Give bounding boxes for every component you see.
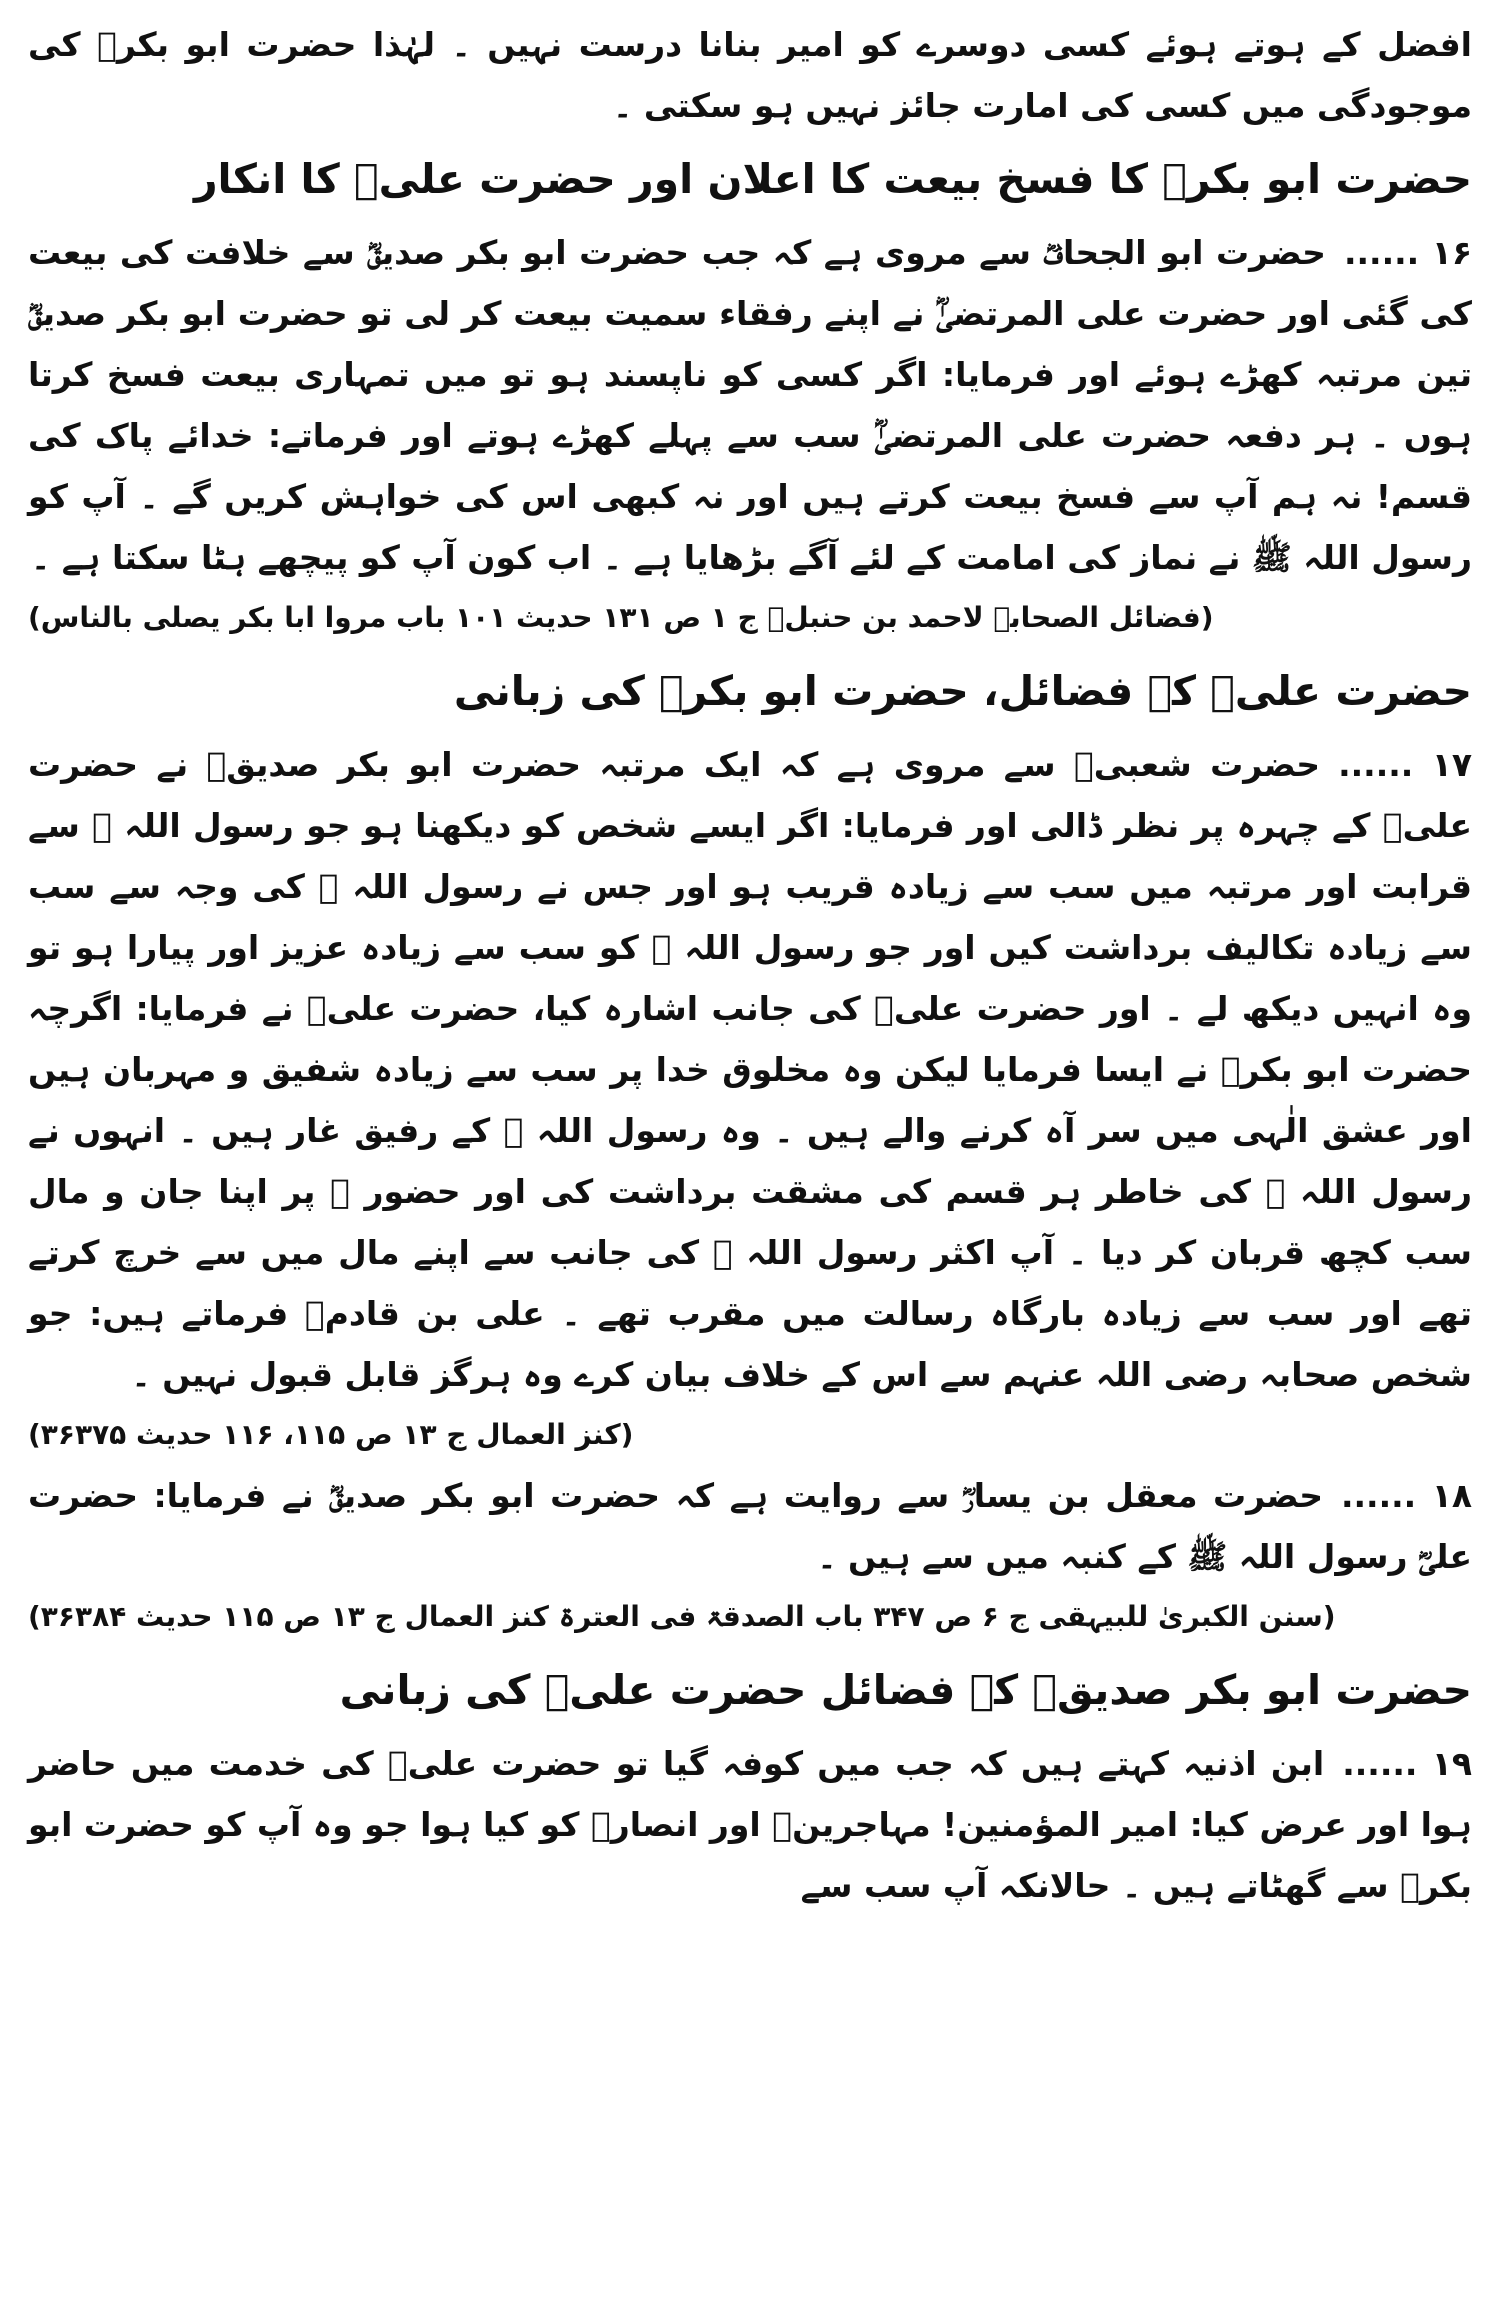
section-heading-fazail-abu-bakr: حضرت ابو بکر صدیقؓ کے فضائل حضرت علیؓ کی زبانی bbox=[339, 1666, 1472, 1714]
hadith-number: ۱۷ ...... bbox=[1338, 745, 1472, 784]
hadith-text: حضرت ابو الجحافؓ سے مروی ہے کہ جب حضرت ابو بکر صدیقؓ سے خلافت کی بیعت کی گئی اور حضرت علی المرتضیٰؓ نے اپنے رفقاء سمیت بیعت کر لی تو حضرت ابو بکر صدیقؓ تین مرتبہ کھڑے ہوئے اور فرمایا: اگر کسی کو ناپسند ہو تو میں تمہاری بیعت فسخ کرتا ہوں ۔ ہر دفعہ حضرت علی المرتضیٰؓ سب سے پہلے کھڑے ہوتے اور فرماتے: خدائے پاک کی قسم! نہ ہم آپ سے فسخ بیعت کرتے ہیں اور نہ کبھی اس کی خواہش کریں گے ۔ آپ کو رسول اللہ ﷺ نے نماز کی امامت کے لئے آگے بڑھایا ہے ۔ اب کون آپ کو پیچھے ہٹا سکتا ہے ۔ bbox=[28, 233, 1472, 577]
hadith-number: ۱۸ ...... bbox=[1340, 1476, 1472, 1515]
hadith-16-reference: (فضائل الصحابہ لاحمد بن حنبلؒ ج ۱ ص ۱۳۱ حدیث ۱۰۱ باب مروا ابا بکر یصلی بالناس) bbox=[28, 601, 1214, 634]
book-page bbox=[28, 14, 1472, 1916]
hadith-18-reference: (سنن الکبریٰ للبیہقی ج ۶ ص ۳۴۷ باب الصدقۃ فی العترۃ کنز العمال ج ۱۳ ص ۱۱۵ حدیث ۳۶۳۸۴) bbox=[28, 1600, 1336, 1633]
intro-paragraph: افضل کے ہوتے ہوئے کسی دوسرے کو امیر بنانا درست نہیں ۔ لہٰذا حضرت ابو بکرؓ کی موجودگی میں کسی کی امارت جائز نہیں ہو سکتی ۔ bbox=[28, 25, 1472, 125]
hadith-16 bbox=[28, 222, 1472, 588]
section-heading-fasakh-bayat: حضرت ابو بکرؓ کا فسخ بیعت کا اعلان اور حضرت علیؓ کا انکار bbox=[193, 155, 1472, 203]
hadith-17-reference: (کنز العمال ج ۱۳ ص ۱۱۵، ۱۱۶ حدیث ۳۶۳۷۵) bbox=[28, 1418, 634, 1451]
hadith-text: حضرت شعبیؓ سے مروی ہے کہ ایک مرتبہ حضرت ابو بکر صدیقؓ نے حضرت علیؓ کے چہرہ پر نظر ڈالی اور فرمایا: اگر ایسے شخص کو دیکھنا ہو جو رسول اللہ ﷺ سے قرابت اور مرتبہ میں سب سے زیادہ قریب ہو اور جس نے رسول اللہ ﷺ کی وجہ سے سب سے زیادہ تکالیف برداشت کیں اور جو رسول اللہ ﷺ کو سب سے زیادہ عزیز اور پیارا ہو تو وہ انہیں دیکھ لے ۔ اور حضرت علیؓ کی جانب اشارہ کیا، حضرت علیؓ نے فرمایا: اگرچہ حضرت ابو بکرؓ نے ایسا فرمایا لیکن وہ مخلوق خدا پر سب سے زیادہ شفیق و مہربان ہیں اور عشق الٰہی میں سر آہ کرنے والے ہیں ۔ وہ رسول اللہ ﷺ کے رفیق غار ہیں ۔ انہوں نے رسول اللہ ﷺ کی خاطر ہر قسم کی مشقت برداشت کی اور حضور ﷺ پر اپنا جان و مال سب کچھ قربان کر دیا ۔ آپ اکثر رسول اللہ ﷺ کی جانب سے اپنے مال میں سے خرچ کرتے تھے اور سب سے زیادہ بارگاہ رسالت میں مقرب تھے ۔ علی بن قادمؒ فرماتے ہیں: جو شخص صحابہ رضی اللہ عنہم سے اس کے خلاف بیان کرے وہ ہرگز قابل قبول نہیں ۔ bbox=[28, 745, 1472, 1394]
hadith-17 bbox=[28, 734, 1472, 1405]
hadith-19 bbox=[28, 1733, 1472, 1916]
hadith-18 bbox=[28, 1465, 1472, 1587]
hadith-number: ۱۹ ...... bbox=[1342, 1744, 1472, 1783]
hadith-text: ابن اذنیہ کہتے ہیں کہ جب میں کوفہ گیا تو حضرت علیؓ کی خدمت میں حاضر ہوا اور عرض کیا: امیر المؤمنین! مہاجرینؓ اور انصارؓ کو کیا ہوا جو وہ آپ کو حضرت ابو بکرؓ سے گھٹاتے ہیں ۔ حالانکہ آپ سب سے bbox=[28, 1744, 1472, 1905]
hadith-text: حضرت معقل بن یسارؓ سے روایت ہے کہ حضرت ابو بکر صدیقؓ نے فرمایا: حضرت علیؓ رسول اللہ ﷺ کے کنبہ میں سے ہیں ۔ bbox=[28, 1476, 1472, 1576]
hadith-number: ۱۶ ...... bbox=[1343, 233, 1472, 272]
section-heading-fazail-ali: حضرت علیؓ کے فضائل، حضرت ابو بکرؓ کی زبانی bbox=[453, 667, 1472, 715]
